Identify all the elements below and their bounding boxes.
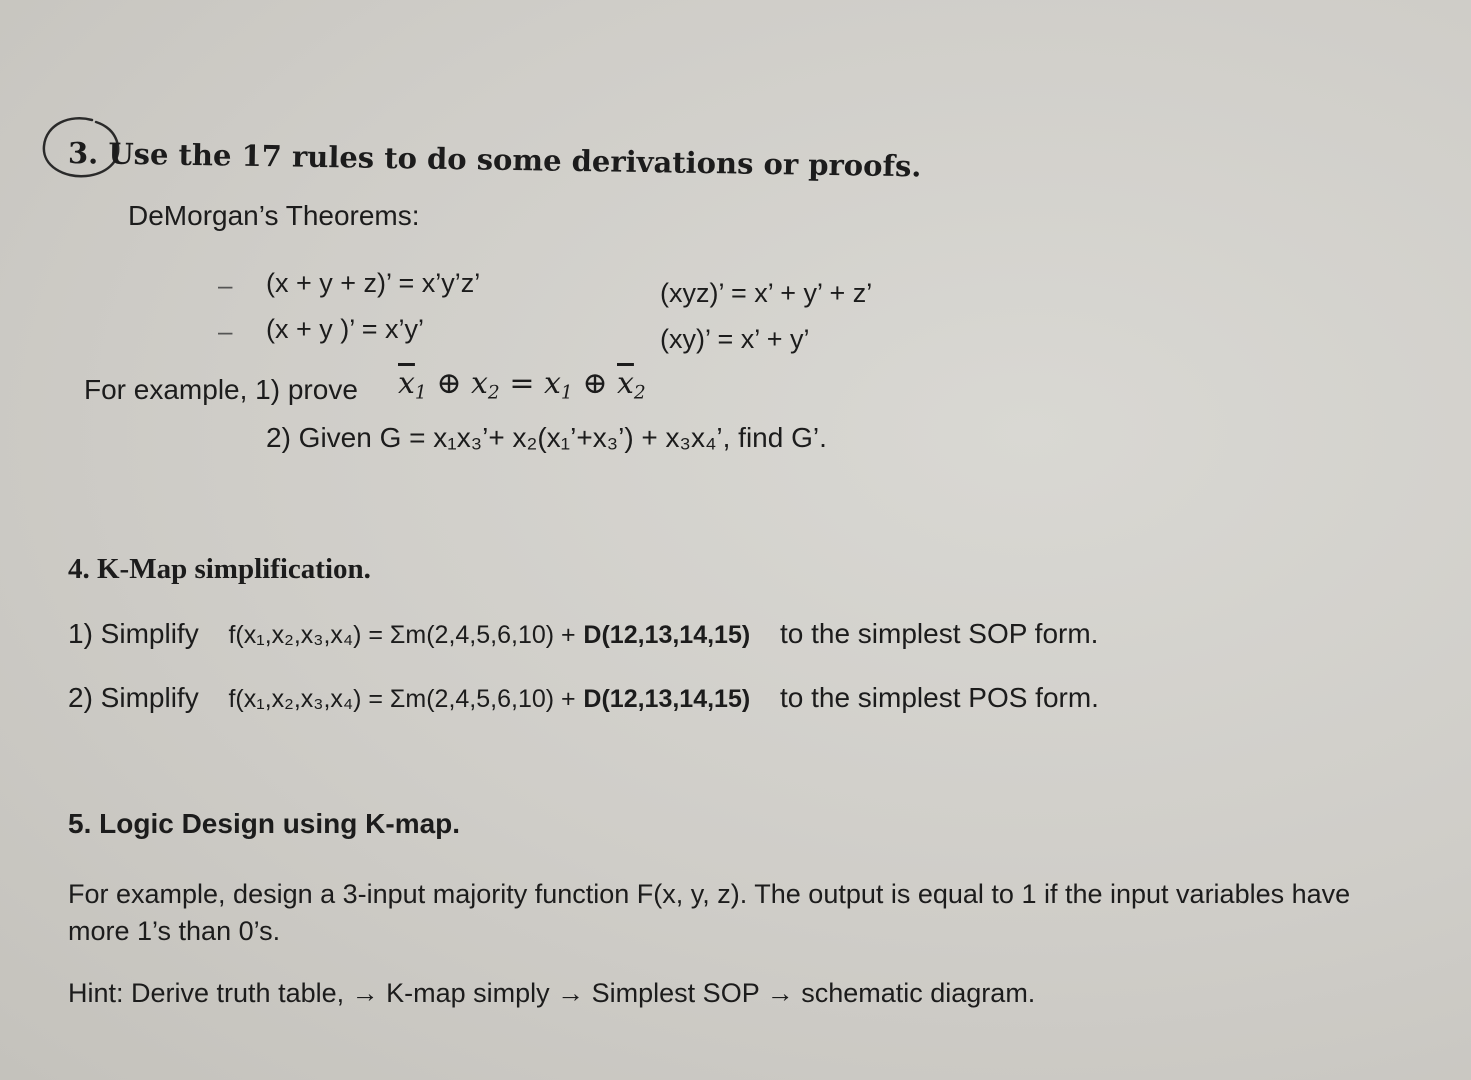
kmap-item-1 [68,618,1098,650]
xor-proof-equation: $\overline{x}_1$ ⊕ $x_2 = x_1$ ⊕ $\overline{x}_2$ [398,366,646,404]
section-5-title: 5. Logic Design using K-map. [68,808,461,839]
bullet-dash: – [218,270,233,300]
section-3-title: 3. Use the 17 rules to do some derivations or proofs. [67,136,922,184]
dont-care-terms: D(12,13,14,15) [583,685,751,713]
bullet-dash: – [218,316,233,346]
demorgan-title: DeMorgan’s Theorems: [128,200,420,231]
item-tail: to the simplest POS form. [779,682,1099,713]
demorgan-eq1-left: (x + y + z)’ = x’y’z’ [266,268,481,298]
demorgan-eq2-left: (x + y )’ = x’y’ [266,314,425,344]
function-expression: f(x₁,x₂,x₃,x₄) = Σm(2,4,5,6,10) + [228,621,576,649]
section-5-paragraph: For example, design a 3-input majority function F(x, y, z). The output is equal to 1 if the input variables have more 1’s than 0’s. [68,879,1351,946]
given-g-statement: 2) Given G = x₁x₃’+ x₂(x₁’+x₃’) + x₃x₄’, find G’. [266,422,827,453]
function-expression: f(x₁,x₂,x₃,x₄) = Σm(2,4,5,6,10) + [228,685,576,713]
example-label: For example, 1) prove [84,374,358,405]
hint-text: Hint: Derive truth table, → K-map simply → Simplest SOP → schematic diagram. [68,978,1036,1008]
demorgan-eq1-right: (xyz)’ = x’ + y’ + z’ [660,278,873,308]
section-4-title: 4. K-Map simplification. [68,553,371,585]
item-label: 1) Simplify [68,618,199,649]
item-tail: to the simplest SOP form. [779,618,1099,649]
item-label: 2) Simplify [68,682,199,713]
demorgan-eq2-right: (xy)’ = x’ + y’ [660,324,810,354]
dont-care-terms: D(12,13,14,15) [583,621,751,649]
kmap-item-2 [68,682,1099,714]
